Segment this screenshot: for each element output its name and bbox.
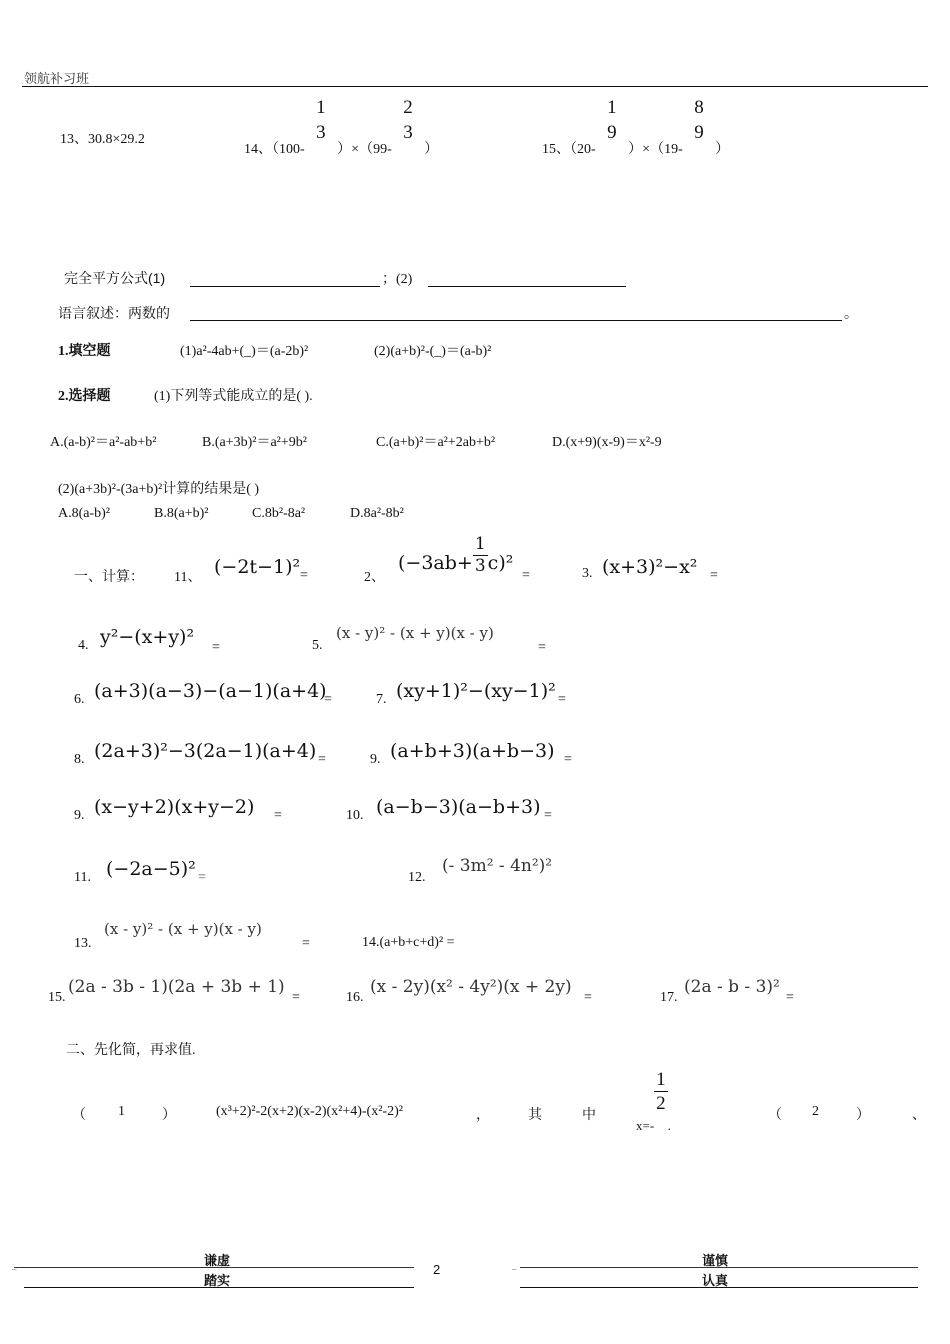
footer-left-bottom: 踏实 bbox=[204, 1273, 231, 1288]
footer-right-rule-2 bbox=[520, 1287, 918, 1288]
calc-label: 一、计算： bbox=[74, 570, 144, 585]
calc-item-13-expr: (x - y)² - (x + y)(x - y) bbox=[104, 920, 262, 938]
footer-left-dash: – bbox=[12, 1264, 17, 1274]
fraction-2-3: 2 3 bbox=[403, 97, 413, 143]
simplify-paren-close: ） bbox=[162, 1108, 176, 1123]
header-brand: 领航补习班 bbox=[24, 71, 90, 86]
formula-title: 完全平方公式(1) bbox=[64, 270, 166, 286]
simplify-word-zhong: 中 bbox=[582, 1108, 596, 1123]
calc-item-5-expr: (x - y)² - (x + y)(x - y) bbox=[336, 624, 494, 642]
eq-sign: = bbox=[538, 640, 546, 655]
footer-left-top: 谦虚 bbox=[204, 1253, 231, 1268]
calc-item-6-num: 6. bbox=[74, 692, 85, 707]
footer-right-top: 谨慎 bbox=[702, 1253, 729, 1268]
problem-13: 13、30.8×29.2 bbox=[60, 132, 145, 147]
eq-sign: = bbox=[302, 936, 310, 951]
calc-item-15-expr: (2a - 3b - 1)(2a + 3b + 1) bbox=[68, 977, 285, 997]
simplify-word-qi: 其 bbox=[528, 1108, 542, 1123]
choice-q2: (2)(a+3b)²-(3a+b)²计算的结果是( ) bbox=[58, 482, 260, 497]
calc-item-11-num: 11、 bbox=[174, 570, 202, 585]
calc-item-13-num: 13. bbox=[74, 936, 92, 951]
calc-item-8-num: 8. bbox=[74, 752, 85, 767]
fill-q2: (2)(a+b)²-(_)＝(a-b)² bbox=[374, 344, 492, 359]
calc-item-17-num: 17. bbox=[660, 990, 678, 1005]
calc-item-9b-num: 9. bbox=[74, 808, 85, 823]
calc-item-5-num: 5. bbox=[312, 638, 323, 653]
verbal-label: 语言叙述：两数的 bbox=[58, 307, 170, 322]
formula-blank-1 bbox=[190, 286, 380, 287]
page-number: 2 bbox=[433, 1262, 441, 1277]
choice-q2-option-b: B.8(a+b)² bbox=[154, 506, 209, 521]
eq-sign: = bbox=[292, 990, 300, 1005]
calc-item-4-expr: y²−(x+y)² bbox=[100, 626, 195, 648]
calc-item-9a-expr: (a+b+3)(a+b−3) bbox=[390, 740, 555, 762]
eq-sign: = bbox=[324, 692, 332, 707]
footer-right-dash: – bbox=[512, 1264, 517, 1274]
eq-sign: = bbox=[544, 808, 552, 823]
simplify-paren-open-2: （ bbox=[768, 1108, 782, 1123]
eq-sign: = bbox=[522, 568, 530, 583]
calc-item-3-num: 3. bbox=[582, 566, 593, 581]
eq-sign: = bbox=[710, 568, 718, 583]
calc-item-11b-num: 11. bbox=[74, 870, 91, 885]
header-rule bbox=[22, 86, 928, 87]
calc-item-10-num: 10. bbox=[346, 808, 364, 823]
calc-item-6-expr: (a+3)(a−3)−(a−1)(a+4) bbox=[94, 680, 327, 702]
calc-item-14-expr: 14.(a+b+c+d)² = bbox=[362, 935, 455, 950]
calc-item-11-expr: (−2t−1)² bbox=[214, 556, 301, 578]
formula-blank-2 bbox=[428, 286, 626, 287]
calc-item-3-expr: (x+3)²−x² bbox=[602, 556, 698, 578]
eq-sign: = bbox=[564, 752, 572, 767]
simplify-label: 二、先化简，再求值. bbox=[66, 1043, 196, 1058]
fraction-8-9: 8 9 bbox=[694, 97, 704, 143]
simplify-paren-close-2: ） bbox=[856, 1108, 870, 1123]
verbal-blank bbox=[190, 320, 842, 321]
calc-item-12-num: 12. bbox=[408, 870, 426, 885]
simplify-tail-mark: 、 bbox=[912, 1108, 926, 1123]
verbal-end: 。 bbox=[844, 307, 858, 322]
footer-right-rule bbox=[520, 1267, 918, 1268]
simplify-x-value: x=- $\frac{1}{2}$ . bbox=[636, 1069, 671, 1134]
calc-item-7-expr: (xy+1)²−(xy−1)² bbox=[396, 680, 556, 702]
calc-item-15-num: 15. bbox=[48, 990, 66, 1005]
calc-item-16-expr: (x - 2y)(x² - 4y²)(x + 2y) bbox=[370, 977, 572, 997]
simplify-expression: (x³+2)²-2(x+2)(x-2)(x²+4)-(x²-2)² bbox=[216, 1104, 403, 1119]
simplify-paren-open: （ bbox=[72, 1108, 86, 1123]
fraction-1-2: $\frac{1}{2}$ bbox=[656, 1069, 666, 1114]
eq-sign: = bbox=[786, 990, 794, 1005]
calc-item-8-expr: (2a+3)²−3(2a−1)(a+4) bbox=[94, 740, 317, 762]
fraction-1-3: $\frac{1}{3}$ bbox=[474, 534, 486, 576]
choice-label: 2.选择题 bbox=[58, 389, 111, 404]
calc-item-11b-expr: (−2a−5)² bbox=[106, 858, 196, 880]
simplify-number-2: 2 bbox=[812, 1104, 819, 1119]
eq-sign: = bbox=[198, 870, 206, 885]
eq-sign: = bbox=[212, 640, 220, 655]
fill-label: 1.填空题 bbox=[58, 344, 111, 359]
fraction-1-9: 1 9 bbox=[607, 97, 617, 143]
problem-15: 15、（20- 1 9 ）×（19- 8 9 ） bbox=[542, 97, 730, 158]
eq-sign: = bbox=[558, 692, 566, 707]
footer-left-rule-2 bbox=[24, 1287, 414, 1288]
problem-14: 14、（100- 1 3 ）×（99- 2 3 ） bbox=[244, 97, 439, 158]
calc-item-16-num: 16. bbox=[346, 990, 364, 1005]
calc-item-17-expr: (2a - b - 3)² bbox=[684, 977, 780, 997]
fraction-1-3: 1 3 bbox=[316, 97, 326, 143]
calc-item-2-expr: (−3ab+ $\frac{1}{3}$ c)² bbox=[398, 534, 514, 576]
calc-item-4-num: 4. bbox=[78, 638, 89, 653]
eq-sign: = bbox=[584, 990, 592, 1005]
footer-right-bottom: 认真 bbox=[702, 1273, 729, 1288]
choice-q1-option-d: D.(x+9)(x-9)＝x²-9 bbox=[552, 435, 662, 450]
choice-q1-option-c: C.(a+b)²＝a²+2ab+b² bbox=[376, 435, 496, 450]
footer-left-rule bbox=[14, 1267, 414, 1268]
simplify-number-1: 1 bbox=[118, 1104, 125, 1119]
calc-item-9a-num: 9. bbox=[370, 752, 381, 767]
eq-sign: = bbox=[318, 752, 326, 767]
eq-sign: = bbox=[274, 808, 282, 823]
calc-item-10-expr: (a−b−3)(a−b+3) bbox=[376, 796, 541, 818]
calc-item-12-expr: (- 3m² - 4n²)² bbox=[442, 856, 553, 876]
calc-item-7-num: 7. bbox=[376, 692, 387, 707]
calc-item-9b-expr: (x−y+2)(x+y−2) bbox=[94, 796, 255, 818]
choice-q2-option-a: A.8(a-b)² bbox=[58, 506, 111, 521]
choice-q1-option-a: A.(a-b)²＝a²-ab+b² bbox=[50, 435, 157, 450]
eq-sign: = bbox=[300, 568, 308, 583]
choice-q1-option-b: B.(a+3b)²＝a²+9b² bbox=[202, 435, 307, 450]
simplify-comma: ， bbox=[476, 1108, 490, 1123]
calc-item-2-num: 2、 bbox=[364, 570, 385, 585]
formula-separator: ；(2) bbox=[382, 272, 413, 287]
choice-q2-option-d: D.8a²-8b² bbox=[350, 506, 404, 521]
fill-q1: (1)a²-4ab+(_)＝(a-2b)² bbox=[180, 344, 309, 359]
choice-q1: (1)下列等式能成立的是( ). bbox=[154, 389, 313, 404]
choice-q2-option-c: C.8b²-8a² bbox=[252, 506, 306, 521]
